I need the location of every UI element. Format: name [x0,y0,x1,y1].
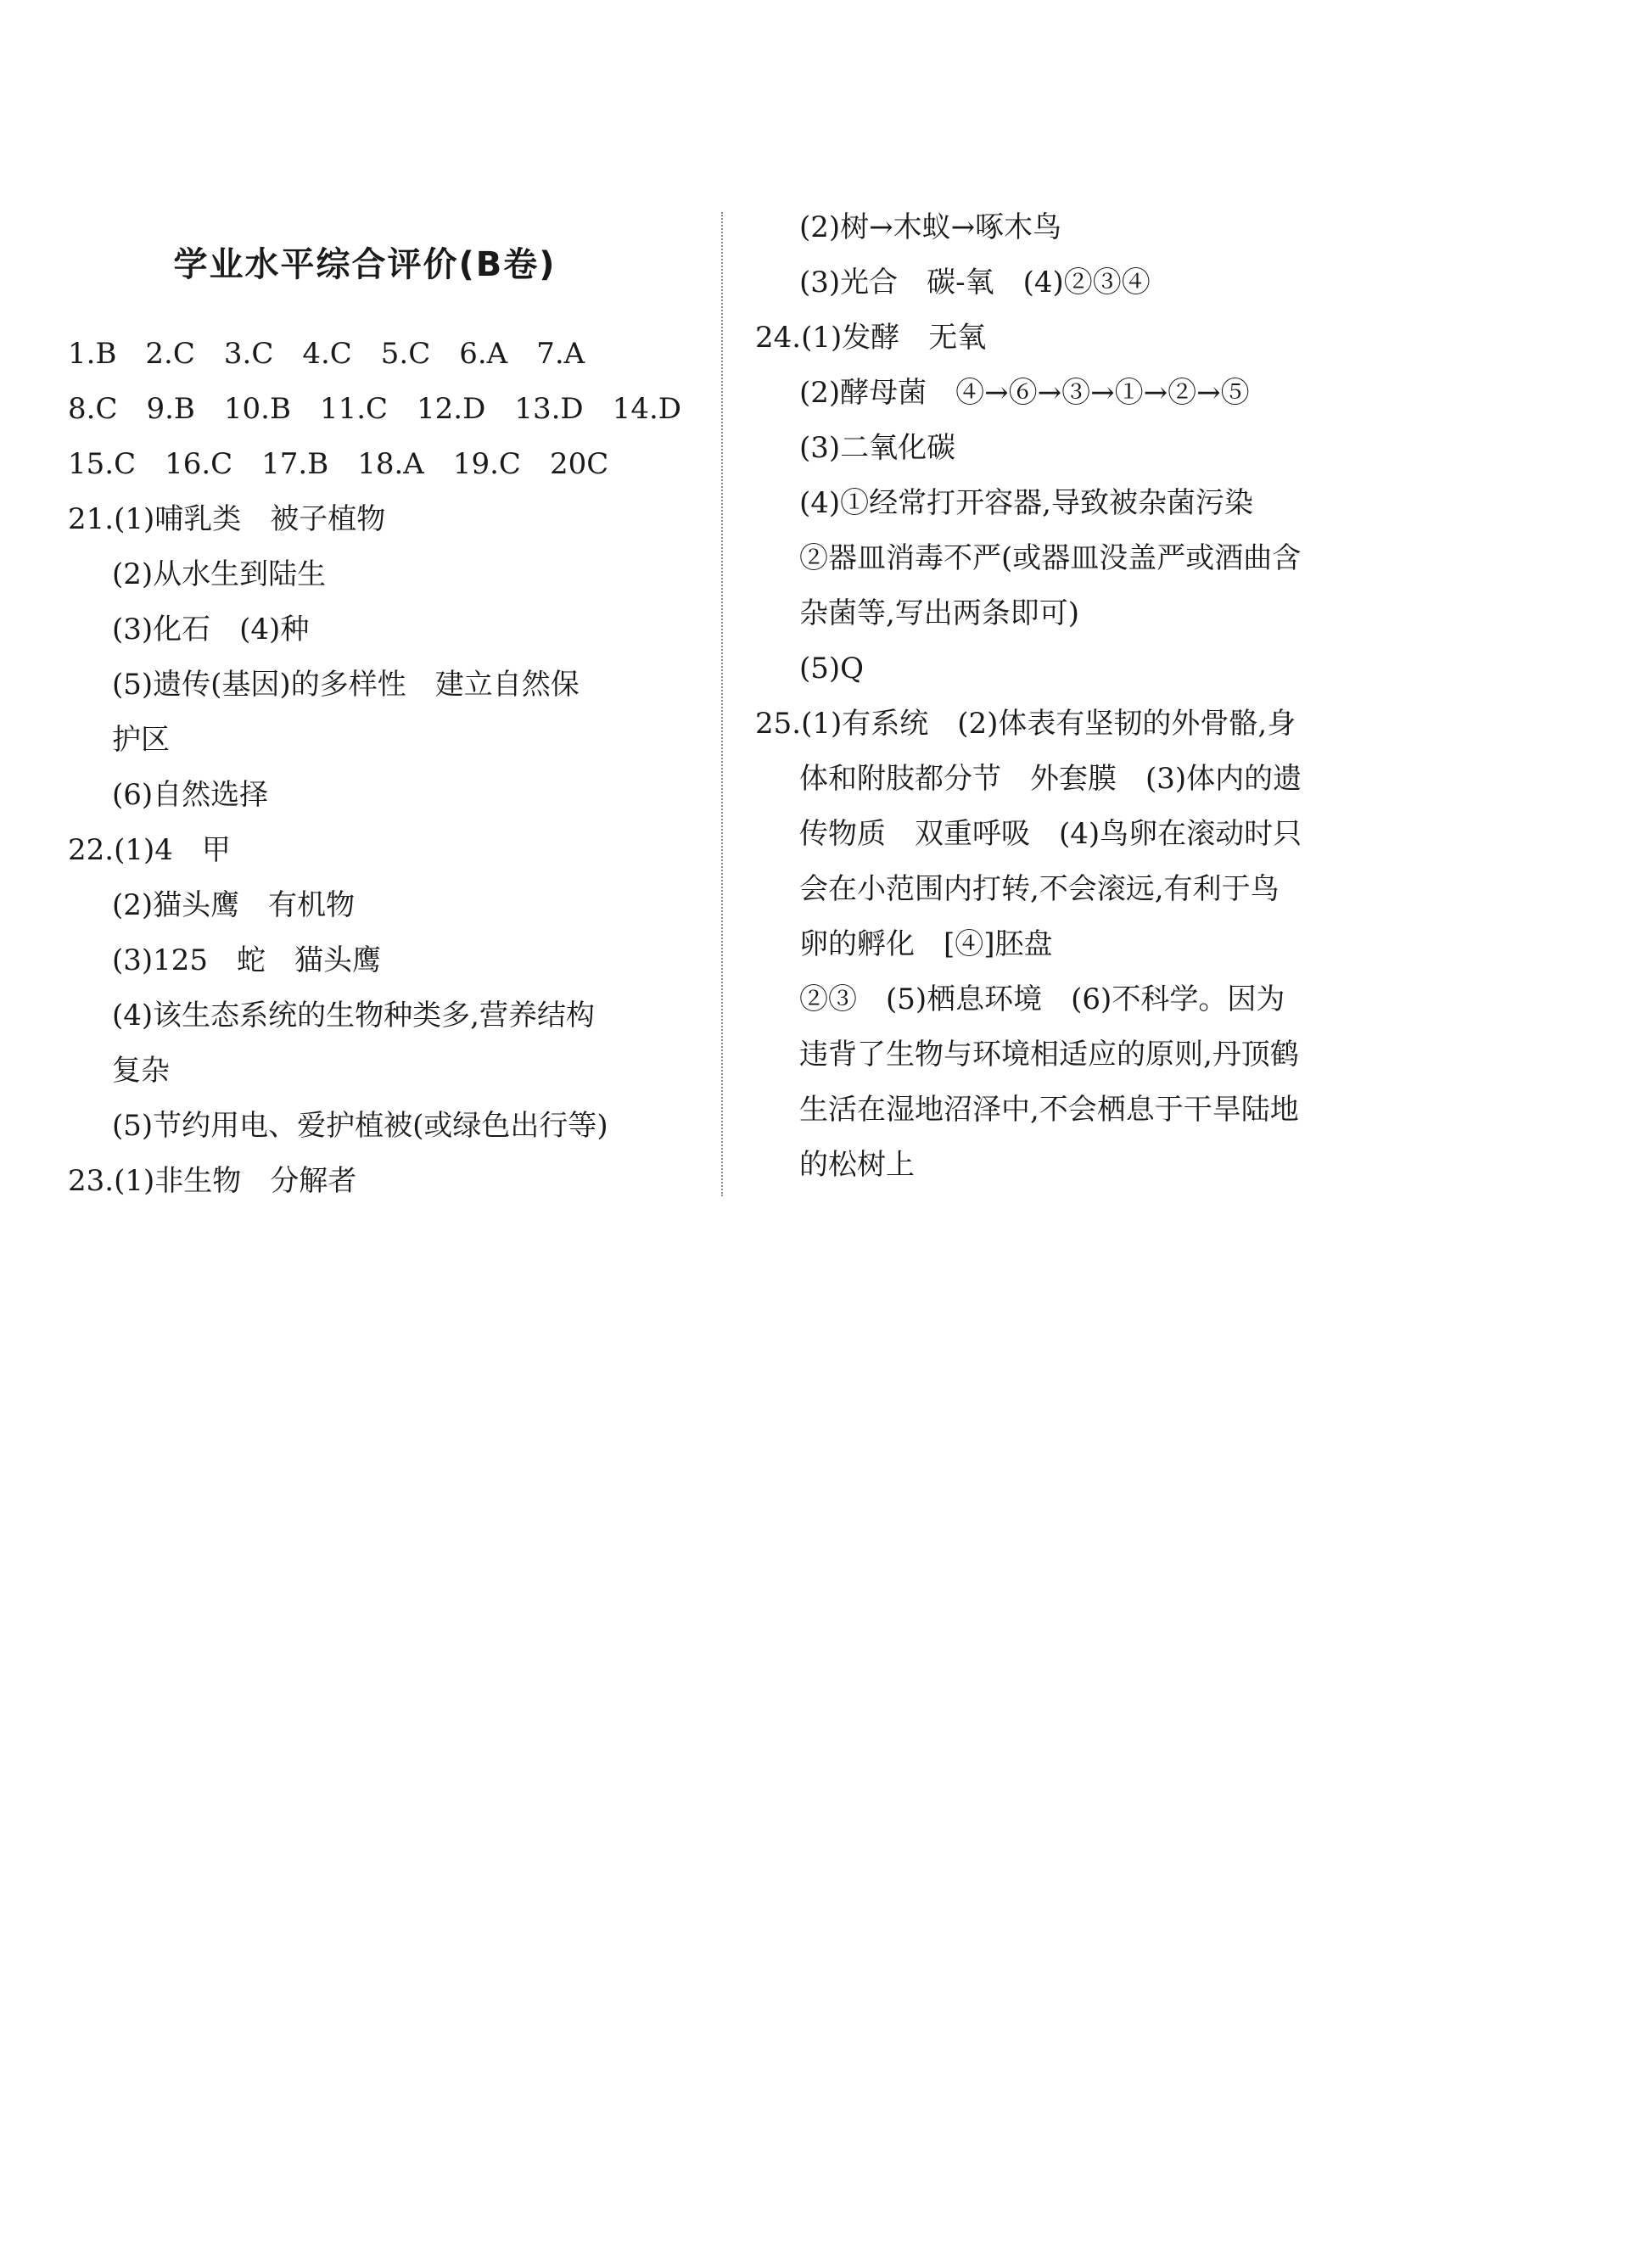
answer-line: (3)125 蛇 猫头鹰 [112,943,382,977]
answer-line: 传物质 双重呼吸 (4)鸟卵在滚动时只 [799,817,1302,851]
answer-line: 生活在湿地沼泽中,不会栖息于干旱陆地 [799,1093,1299,1127]
column-divider [721,212,723,1196]
answer-line: 护区 [112,723,170,757]
answer-line: ②③ (5)栖息环境 (6)不科学。因为 [799,982,1285,1016]
answer-line: 1.B 2.C 3.C 4.C 5.C 6.A 7.A [68,337,585,371]
answer-line: (2)从水生到陆生 [112,557,327,591]
answer-line: 卵的孵化 [④]胚盘 [799,927,1053,961]
answer-line: 的松树上 [799,1148,915,1182]
answer-line: (2)酵母菌 ④→⑥→③→①→②→⑤ [799,376,1250,410]
answer-line: (3)光合 碳-氧 (4)②③④ [799,266,1151,299]
answer-line: 体和附肢都分节 外套膜 (3)体内的遗 [799,762,1302,796]
answer-line: 杂菌等,写出两条即可) [799,596,1080,630]
left-answer-column [68,327,696,1209]
answer-line: (3)二氧化碳 [799,431,956,465]
answer-line: 25.(1)有系统 (2)体表有坚韧的外骨骼,身 [755,707,1296,741]
answer-line: (3)化石 (4)种 [112,613,310,646]
page-title: 学业水平综合评价(B卷) [173,245,557,284]
answer-line: 21.(1)哺乳类 被子植物 [68,502,386,536]
answer-line: ②器皿消毒不严(或器皿没盖严或酒曲含 [799,541,1302,575]
answer-line: (5)节约用电、爱护植被(或绿色出行等) [112,1109,608,1143]
answer-line: (2)猫头鹰 有机物 [112,888,356,922]
answer-line: 会在小范围内打转,不会滚远,有利于鸟 [799,872,1280,906]
answer-line: 23.(1)非生物 分解者 [68,1164,357,1198]
answer-line: 8.C 9.B 10.B 11.C 12.D 13.D 14.D [68,392,682,426]
answer-line: 违背了生物与环境相适应的原则,丹顶鹤 [799,1038,1299,1072]
answer-line: (6)自然选择 [112,778,269,812]
answer-line: (4)该生态系统的生物种类多,营养结构 [112,999,595,1033]
answer-line: (4)①经常打开容器,导致被杂菌污染 [799,486,1253,520]
answer-line: 15.C 16.C 17.B 18.A 19.C 20C [68,447,609,481]
answer-line: (5)遗传(基因)的多样性 建立自然保 [112,668,580,702]
answer-line: 复杂 [112,1054,170,1088]
answer-line: 22.(1)4 甲 [68,833,231,867]
answer-line: (5)Q [799,652,865,686]
right-answer-column [755,200,1383,1193]
answer-line: (2)树→木蚁→啄木鸟 [799,210,1062,244]
answer-line: 24.(1)发酵 无氧 [755,321,987,355]
